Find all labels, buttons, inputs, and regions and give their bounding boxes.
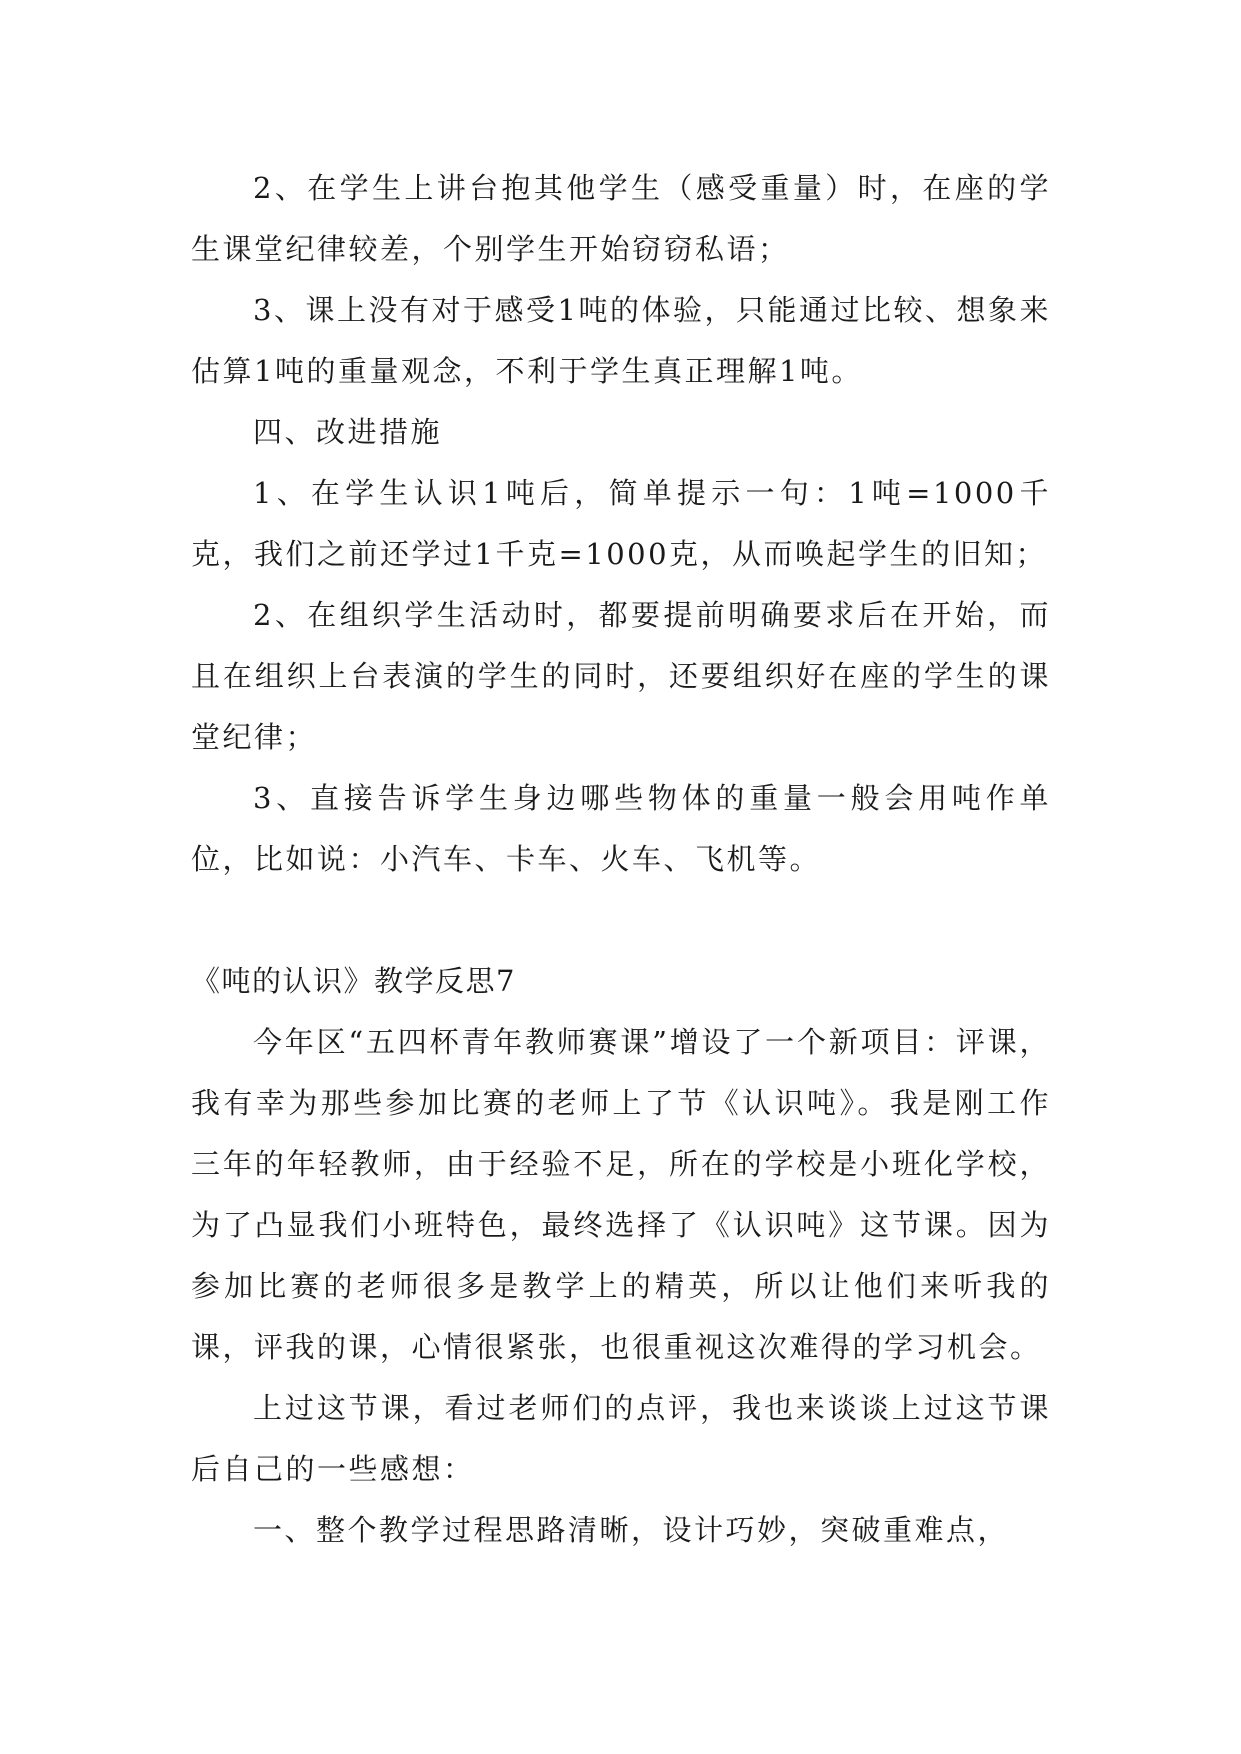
paragraph-discipline-issue: 2、在学生上讲台抱其他学生（感受重量）时，在座的学生课堂纪律较差，个别学生开始窃窃私语； [191,171,1051,266]
paragraph-measure-3: 3、直接告诉学生身边哪些物体的重量一般会用吨作单位，比如说：小汽车、卡车、火车、飞机等。 [191,781,1051,876]
paragraph-intro: 今年区“五四杯青年教师赛课”增设了一个新项目：评课，我有幸为那些参加比赛的老师上了节《认识吨》。我是刚工作三年的年轻教师，由于经验不足，所在的学校是小班化学校，为了凸显我们小班特色，最终选择了《认识吨》这节课。因为参加比赛的老师很多是教学上的精英，所以让他们来听我的课，评我的课，心情很紧张，也很重视这次难得的学习机会。 [191,1025,1051,1364]
paragraph-measure-2: 2、在组织学生活动时，都要提前明确要求后在开始，而且在组织上台表演的学生的同时，还要组织好在座的学生的课堂纪律； [191,598,1051,754]
paragraph-measure-1: 1、在学生认识1吨后，简单提示一句：1吨=1000千克，我们之前还学过1千克=1000克，从而唤起学生的旧知； [191,476,1051,571]
document-body [191,158,1051,1561]
section-title: 《吨的认识》教学反思7 [191,964,516,998]
paragraph-point-1: 一、整个教学过程思路清晰，设计巧妙，突破重难点， [253,1513,1010,1547]
heading-improvement-measures: 四、改进措施 [253,415,443,449]
paragraph-ton-experience-issue: 3、课上没有对于感受1吨的体验，只能通过比较、想象来估算1吨的重量观念，不利于学生真正理解1吨。 [191,293,1051,388]
paragraph-reflection-lead: 上过这节课，看过老师们的点评，我也来谈谈上过这节课后自己的一些感想： [191,1391,1051,1486]
